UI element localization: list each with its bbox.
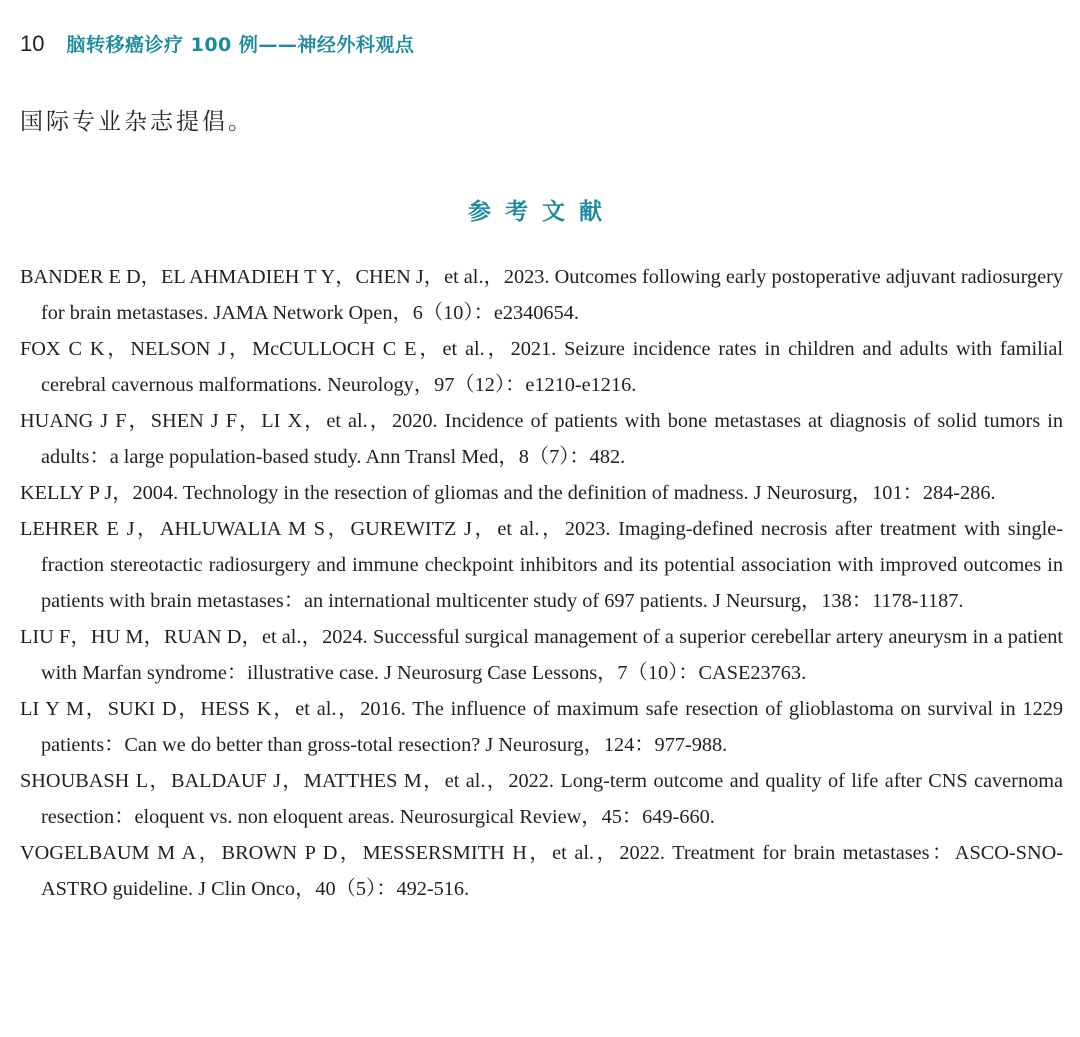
page-number: 10 [20, 31, 45, 56]
reference-item: SHOUBASH L，BALDAUF J，MATTHES M，et al.，2022. Long-term outcome and quality of life after CNS cavernoma resection：eloquent vs. non eloquent areas. Neurosurgical Review，45：649-660. [20, 770, 1063, 828]
reference-item: LI Y M，SUKI D，HESS K，et al.，2016. The influence of maximum safe resection of glioblastoma on survival in 1229 patients：Can we do better than gross-total resection? J Neurosurg，124：977-988. [20, 698, 1063, 756]
intro-paragraph: 国际专业杂志提倡。 [20, 109, 254, 135]
book-title: 脑转移癌诊疗 100 例——神经外科观点 [66, 34, 415, 56]
reference-item: BANDER E D，EL AHMADIEH T Y，CHEN J，et al.，2023. Outcomes following early postoperative adjuvant radiosurgery for brain metastases. JAMA Network Open，6（10）：e2340654. [20, 266, 1063, 324]
reference-item: KELLY P J，2004. Technology in the resection of gliomas and the definition of madness. J Neurosurg，101：284-286. [20, 482, 996, 504]
running-header [20, 30, 414, 62]
reference-item: VOGELBAUM M A，BROWN P D，MESSERSMITH H，et al.，2022. Treatment for brain metastases：ASCO-SNO-ASTRO guideline. J Clin Onco，40（5）：492-516. [20, 842, 1063, 900]
references-heading: 参考文献 [468, 199, 616, 225]
reference-item: HUANG J F，SHEN J F，LI X，et al.，2020. Incidence of patients with bone metastases at diagnosis of solid tumors in adults：a large population-based study. Ann Transl Med，8（7）：482. [20, 410, 1063, 468]
reference-item: LEHRER E J，AHLUWALIA M S，GUREWITZ J，et al.，2023. Imaging-defined necrosis after treatment with single-fraction stereotactic radiosurgery and immune checkpoint inhibitors and its potential association with improved outcomes in patients with brain metastases：an international multicenter study of 697 patients. J Neursurg，138：1178-1187. [20, 518, 1063, 612]
reference-item: LIU F，HU M，RUAN D，et al.，2024. Successful surgical management of a superior cerebellar artery aneurysm in a patient with Marfan syndrome：illustrative case. J Neurosurg Case Lessons，7（10）：CASE23763. [20, 626, 1063, 684]
reference-item: FOX C K，NELSON J，McCULLOCH C E，et al.，2021. Seizure incidence rates in children and adults with familial cerebral cavernous malformations. Neurology，97（12）：e1210-e1216. [20, 338, 1063, 396]
reference-list [20, 259, 1063, 907]
